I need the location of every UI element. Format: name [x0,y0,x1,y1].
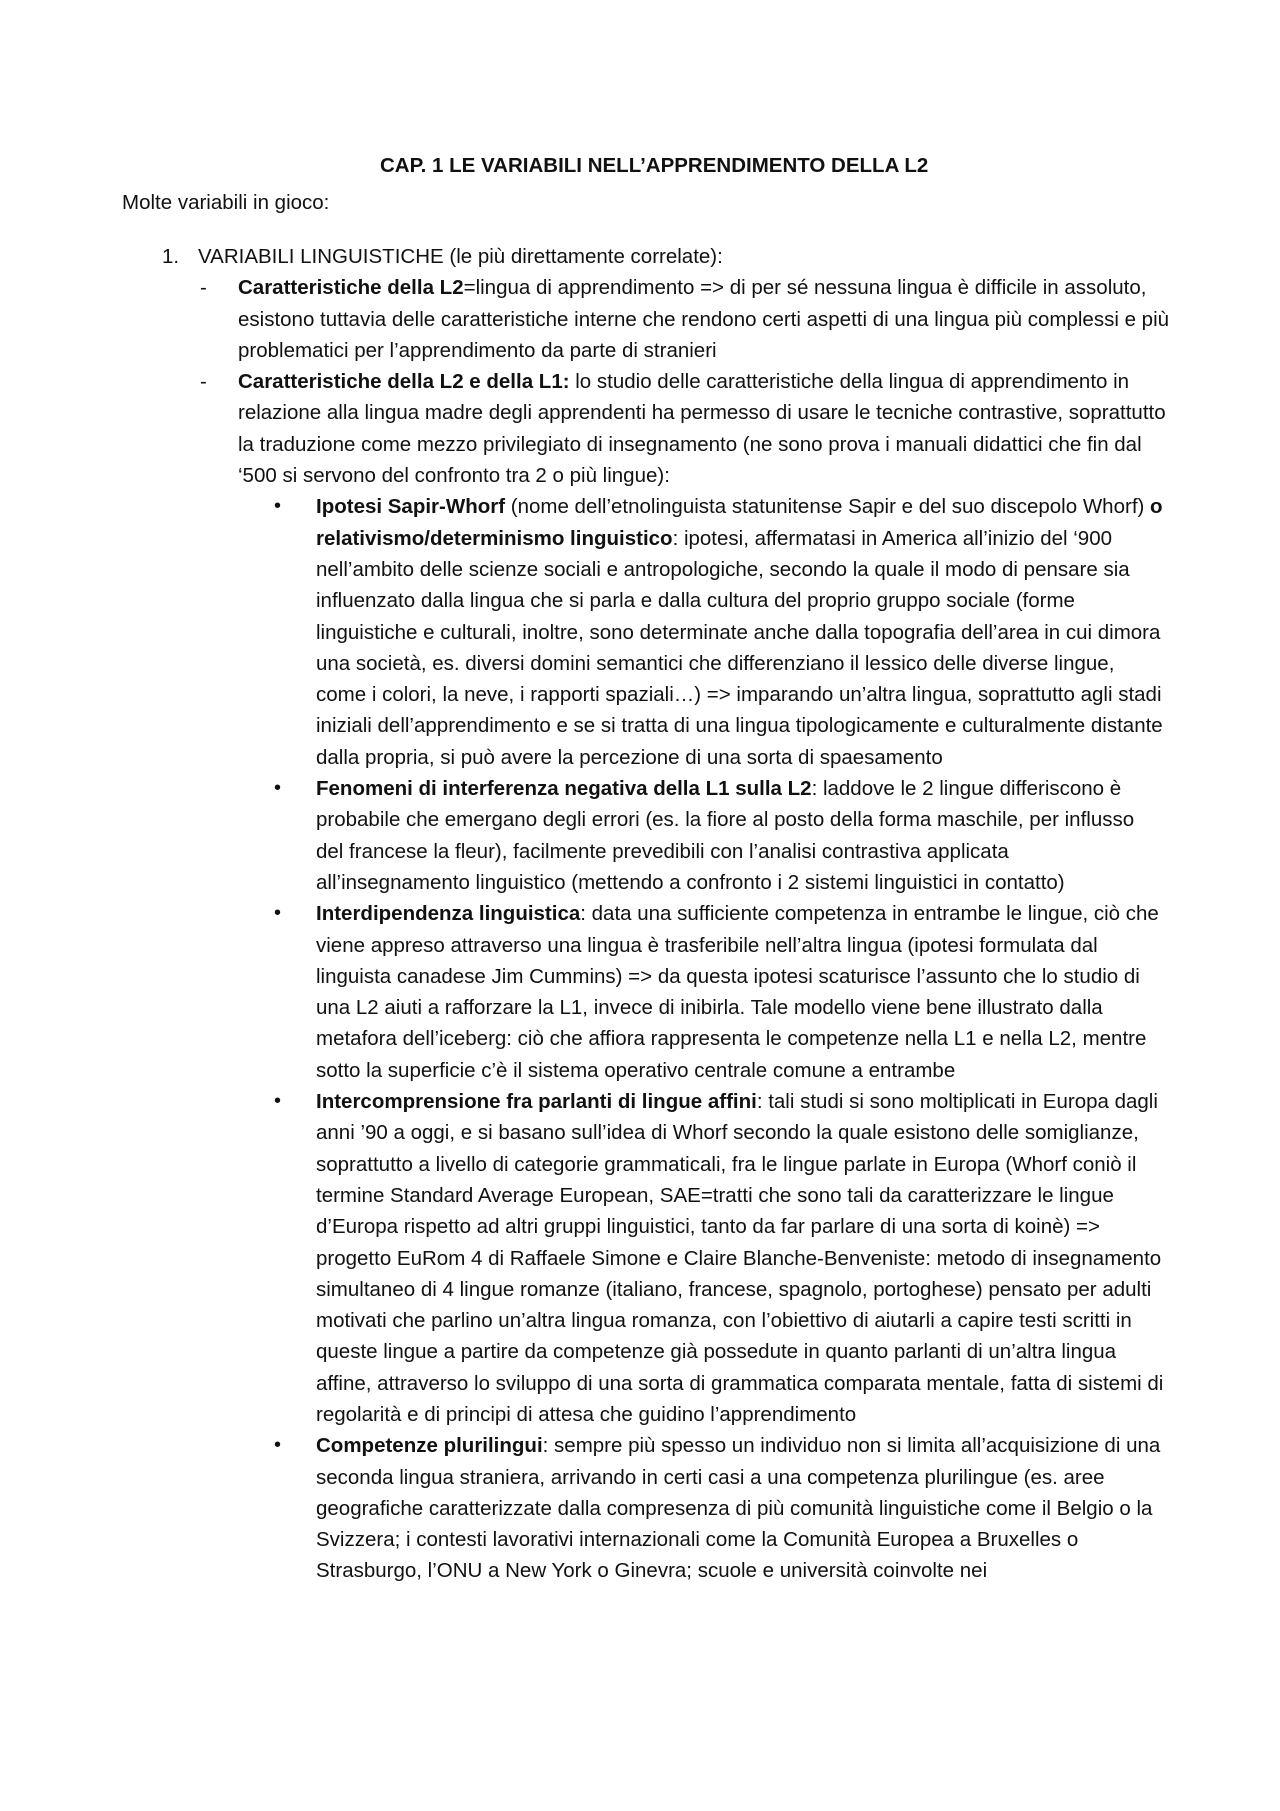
bullet-interferenza [122,773,1167,898]
term-bold: o relativismo/determinismo linguistico [316,495,1163,550]
item-text: =lingua di apprendimento => di per sé nessuna lingua è difficile in assoluto, esistono tuttavia delle caratteristiche interne che rendono certi aspetti di una lingua più complessi e più problematici per l’apprendimento da parte di stranieri [238,276,1170,362]
term-bold: Caratteristiche della L2 [238,276,464,300]
bullet-text: : data una sufficiente competenza in entrambe le lingue, ciò che viene appreso attraverso una lingua è trasferibile nell’altra lingua (ipotesi formulata dal linguista canadese Jim Cummins) => da questa ipotesi scaturisce l’assunto che lo studio di una L2 aiuti a rafforzare la L1, invece di inibirla. Tale modello viene bene illustrato dalla metafora dell’iceberg: ciò che affiora rappresenta le competenze nella L1 e nella L2, mentre sotto la superficie c’è il sistema operativo centrale comune a entrambe [316,902,1159,1082]
dash-marker: - [200,370,207,394]
bullet-interdipendenza [122,898,1167,1086]
bullet-text: : sempre più spesso un individuo non si limita all’acquisizione di una seconda lingua straniera, arrivando in certi casi a una competenza plurilingue (es. aree geografiche caratterizzate dalla compresenza di più comunità linguistiche come il Belgio o la Svizzera; i contesti lavorativi internazionali come la Comunità Europea a Bruxelles o Strasburgo, l’ONU a New York o Ginevra; scuole e università coinvolte nei [316,1434,1161,1583]
bullet-text: (nome dell’etnolinguista statunitense Sapir e del suo discepolo Whorf) [505,495,1151,519]
term-bold: Caratteristiche della L2 e della L1: [238,370,570,394]
bullet-marker: • [274,902,282,925]
bullet-marker: • [274,1434,282,1457]
bullet-text: : tali studi si sono moltiplicati in Europa dagli anni ’90 a oggi, e si basano sull’idea di Whorf secondo la quale esistono delle somiglianze, soprattutto a livello di categorie grammaticali, fra le lingue parlate in Europa (Whorf coniò il termine Standard Average European, SAE=tratti che sono tali da caratterizzare le lingue d’Europa rispetto ad altri gruppi linguistici, tanto da far parlare di una sorta di koinè) => progetto EuRom 4 di Raffaele Simone e Claire Blanche-Benveniste: metodo di insegnamento simultaneo di 4 lingue romanze (italiano, francese, spagnolo, portoghese) pensato per adulti motivati che parlino un’altra lingua romanza, con l’obiettivo di aiutarli a capire testi scritti in queste lingue a partire da competenze già possedute in quanto parlanti di un’altra lingua affine, attraverso lo sviluppo di una sorta di grammatica comparata mentale, fatta di sistemi di regolarità e di principi di attesa che guidino l’apprendimento [316,1090,1164,1426]
section-1-heading: VARIABILI LINGUISTICHE (le più direttamente correlate): [198,245,723,268]
chapter-title: CAP. 1 LE VARIABILI NELL’APPRENDIMENTO DELLA L2 [380,154,929,177]
list-item-caratteristiche-l2-l1 [122,366,1170,491]
bullet-text: : ipotesi, affermatasi in America all’inizio del ‘900 nell’ambito delle scienze sociali e antropologiche, secondo la quale il modo di pensare sia influenzato dalla lingua che si parla e dalla cultura del proprio gruppo sociale (forme linguistiche e culturali, inoltre, sono determinate anche dalla topografia dell’area in cui dimora una società, es. diversi domini semantici che differenziano il lessico delle diverse lingue, come i colori, la neve, i rapporti spaziali…) => imparando un’altra lingua, soprattutto agli stadi iniziali dell’apprendimento e se si tratta di una lingua tipologicamente e culturalmente distante dalla propria, si può avere la percezione di una sorta di spaesamento [316,526,1163,769]
term-bold: Intercomprensione fra parlanti di lingue affini [316,1090,757,1114]
term-bold: Ipotesi Sapir-Whorf [316,495,506,519]
section-1-number: 1. [162,245,180,268]
dash-marker: - [200,276,207,300]
term-bold: Fenomeni di interferenza negativa della L1 sulla L2 [316,777,812,801]
item-text: lo studio delle caratteristiche della lingua di apprendimento in relazione alla lingua madre degli apprendenti ha permesso di usare le tecniche contrastive, soprattutto la traduzione come mezzo privilegiato di insegnamento (ne sono prova i manuali didattici che fin dal ‘500 si servono del confronto tra 2 o più lingue): [238,370,1166,488]
term-bold: Interdipendenza linguistica [316,902,581,926]
list-item-caratteristiche-l2 [122,272,1170,366]
section-1 [122,241,1170,272]
bullet-text: : laddove le 2 lingue differiscono è probabile che emergano degli errori (es. la fiore al posto della forma maschile, per influsso del francese la fleur), facilmente prevedibili con l’analisi contrastiva applicata all’insegnamento linguistico (mettendo a confronto i 2 sistemi linguistici in contatto) [316,777,1135,894]
bullet-competenze-plurilingui [122,1430,1167,1586]
bullet-marker: • [274,1090,282,1113]
bullet-intercomprensione [122,1086,1167,1430]
bullet-sapir-whorf [122,491,1167,773]
bullet-marker: • [274,495,282,518]
term-bold: Competenze plurilingui [316,1434,543,1458]
bullet-marker: • [274,777,282,800]
intro-text: Molte variabili in gioco: [122,191,330,214]
